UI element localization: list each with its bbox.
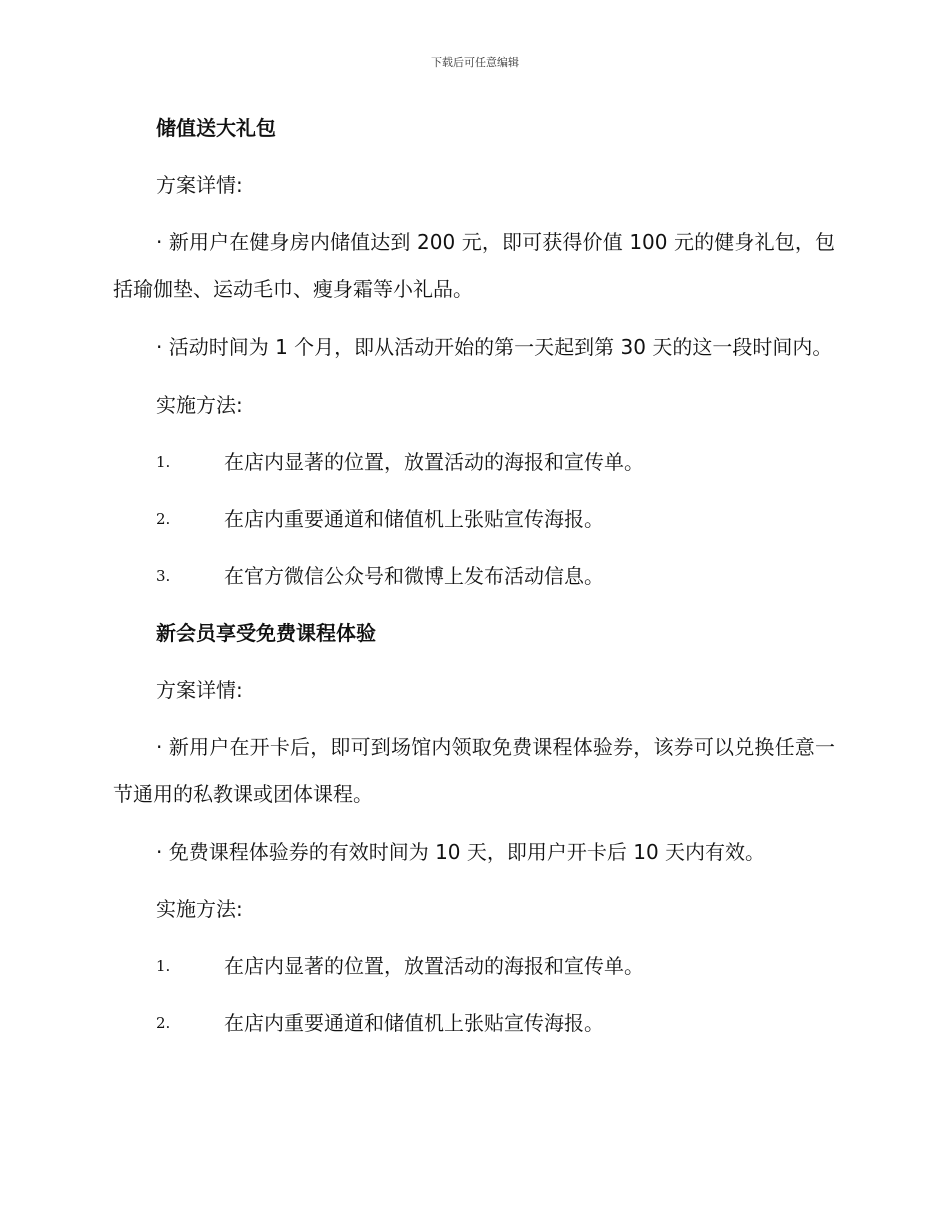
section-1-step-3 (113, 561, 835, 591)
step-text: 在店内重要通道和储值机上张贴宣传海报。 (224, 1011, 604, 1035)
section-1-title: 储值送大礼包 (156, 116, 276, 140)
section-2-bullet-1: · 新用户在开卡后，即可到场馆内领取免费课程体验券，该券可以兑换任意一节通用的私教课或团体课程。 (113, 735, 835, 806)
section-2-title: 新会员享受免费课程体验 (156, 621, 376, 645)
section-2-method-label: 实施方法: (156, 897, 243, 921)
section-2-bullet-2: · 免费课程体验券的有效时间为 10 天，即用户开卡后 10 天内有效。 (156, 840, 766, 864)
step-number: 2. (156, 1014, 171, 1032)
step-number: 3. (156, 567, 171, 585)
section-1-method-label: 实施方法: (156, 393, 243, 417)
step-number: 1. (156, 957, 171, 975)
section-1-bullet-2: · 活动时间为 1 个月，即从活动开始的第一天起到第 30 天的这一段时间内。 (156, 335, 833, 359)
step-number: 2. (156, 510, 171, 528)
section-2-details-label: 方案详情: (156, 678, 243, 702)
section-1-step-1 (113, 447, 835, 477)
section-1-bullet-1: · 新用户在健身房内储值达到 200 元，即可获得价值 100 元的健身礼包，包括瑜伽垫、运动毛巾、瘦身霜等小礼品。 (113, 230, 835, 301)
step-text: 在店内显著的位置，放置活动的海报和宣传单。 (224, 450, 644, 474)
step-number: 1. (156, 453, 171, 471)
step-text: 在店内显著的位置，放置活动的海报和宣传单。 (224, 954, 644, 978)
section-1-step-2 (113, 504, 835, 534)
page-header: 下载后可任意编辑 (431, 56, 519, 69)
document-body (113, 113, 835, 1065)
section-2-step-2 (113, 1008, 835, 1038)
section-1-details-label: 方案详情: (156, 173, 243, 197)
section-2-step-1 (113, 951, 835, 981)
step-text: 在店内重要通道和储值机上张贴宣传海报。 (224, 507, 604, 531)
step-text: 在官方微信公众号和微博上发布活动信息。 (224, 564, 604, 588)
